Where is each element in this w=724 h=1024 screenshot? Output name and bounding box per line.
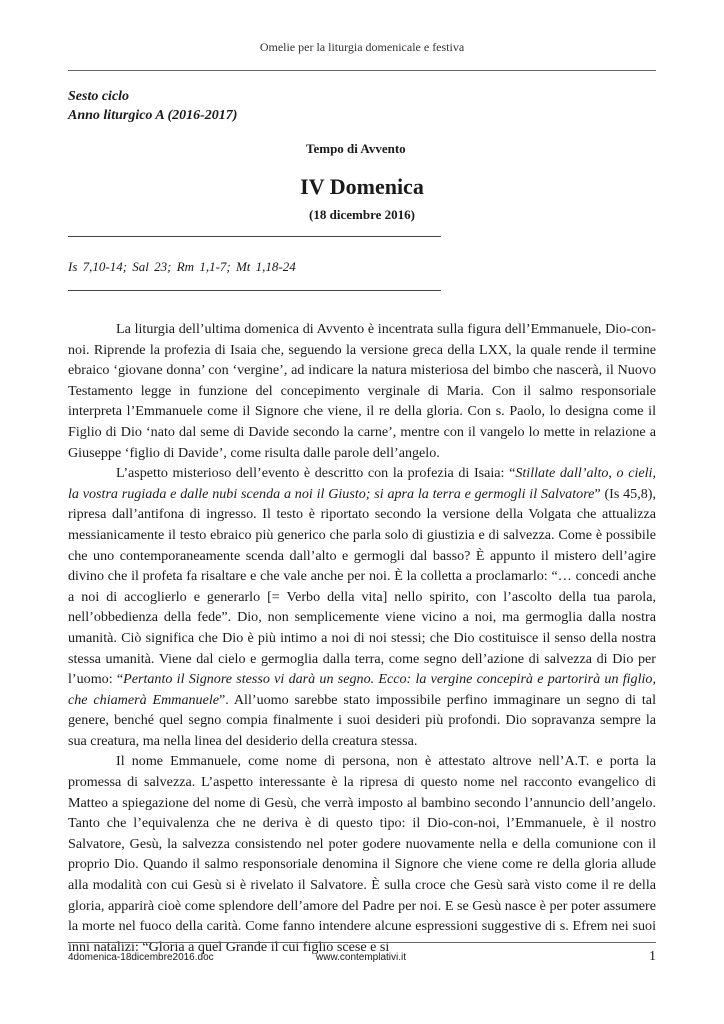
scripture-quote: Pertanto il Signore stesso vi darà un segno. Ecco: la vergine concepirà e partorirà un figlio, che chiamerà Emmanuele [68,671,656,708]
page-title: IV Domenica [300,174,424,199]
paragraph-text: Il nome Emmanuele, come nome di persona, non è attestato altrove nell’A.T. e porta la promessa di salvezza. L’aspetto interessante è la ripresa di questo nome nel racconto evangelico di Matteo a spiegazione del nome di Gesù, che verrà imposto al bambino secondo l’annuncio dell’angelo. Tanto che l’equivalenza che ne deriva è di questo tipo: il Dio-con-noi, l’Emmanuele, è il nostro Salvatore, Gesù, la salvezza consistendo nel poter godere nuovamente nella e della comunione con il proprio Dio. Quando il salmo responsoriale denomina il Signore che viene come re della gloria allude alla modalità con cui Gesù si è rivelato il Salvatore. È sulla croce che Gesù sarà visto come il re della gloria, apparirà cioè come splendore dell’amore del Padre per noi. E se Gesù nasce è per poter assumere la morte nel fuoco della carità. Come fanno intendere alcune espressioni suggestive di s. Efrem nei suoi inni natalizi: “Gloria a quel Grande il cui figlio scese e si [68,753,656,955]
cycle-block [68,87,237,125]
body-paragraph [68,463,656,751]
scripture-quote: Stillate dall’alto, o cieli, la vostra rugiada e dalle nubi scenda a noi il Giusto; si apra la terra e germogli il Salvatore [68,465,656,502]
paragraph-text: La liturgia dell’ultima domenica di Avvento è incentrata sulla figura dell’Emmanuele, Dio-con-noi. Riprende la profezia di Isaia che, seguendo la versione greca della LXX, la quale rende il termine ebraico ‘giovane donna’ con ‘vergine’, ad indicare la natura misteriosa del bimbo che nascerà, il Nuovo Testamento legge in funzione del concepimento verginale di Maria. Con il salmo responsoriale interpreta l’Emmanuele come il Signore che viene, il re della gloria. Con s. Paolo, lo designa come il Figlio di Dio ‘nato dal seme di Davide secondo la carne’, mentre con il vangelo lo mette in relazione a Giuseppe ‘figlio di Davide’, come risulta dalle parole dell’angelo. [68,321,656,461]
season-heading: Tempo di Avvento [306,141,406,156]
footer-website: www.contemplativi.it [316,952,407,963]
liturgical-year: Anno liturgico A (2016-2017) [68,108,238,123]
paragraph-text: ”. All’uomo sarebbe stato impossibile perfino immaginare un segno di tal genere, benché quel segno compia finalmente i suoi desideri più profondi. Dio sopravanza sempre la sua creatura, ma nella linea del desiderio della creatura stessa. [68,691,656,749]
running-header: Omelie per la liturgia domenicale e festiva [259,40,465,54]
footer-filename: 4domenica-18dicembre2016.doc [68,952,214,963]
readings-top-rule [68,236,441,237]
readings-bottom-rule [68,290,441,291]
paragraph-text: L’aspetto misterioso dell’evento è descritto con la profezia di Isaia: “ [116,465,516,482]
date-subtitle: (18 dicembre 2016) [309,207,415,222]
footer-divider [68,942,656,943]
body-paragraph [68,319,656,463]
scripture-readings: Is 7,10-14; Sal 23; Rm 1,1-7; Mt 1,18-24 [68,259,296,274]
body-paragraph [68,751,656,957]
paragraph-text: ” (Is 45,8), ripresa dall’antifona di ingresso. Il testo è riportato secondo la versione della Volgata che attualizza messianicamente il testo ebraico più generico che parla solo di giustizia e di salvezza. Come è possibile che uno contemporaneamente scenda dall’alto e germogli dal basso? È appunto il mistero dell’agire divino che il profeta fa risaltare e che vale anche per noi. È la colletta a proclamarlo: “… concedi anche a noi di accoglierlo e generarlo [= Verbo della vita] nello spirito, con l’ascolto della tua parola, nell’obbedienza della fede”. Dio, non semplicemente viene vicino a noi, ma germoglia dalla nostra umanità. Ciò significa che Dio è più intimo a noi di noi stessi; che Dio costituisce il senso della nostra stessa umanità. Viene dal cielo e germoglia dalla terra, come segno dell’azione di salvezza di Dio per l’uomo: “ [68,485,656,688]
cycle-title: Sesto ciclo [68,89,130,104]
header-divider [68,70,656,71]
page-number: 1 [649,949,656,964]
homily-body [68,319,656,957]
